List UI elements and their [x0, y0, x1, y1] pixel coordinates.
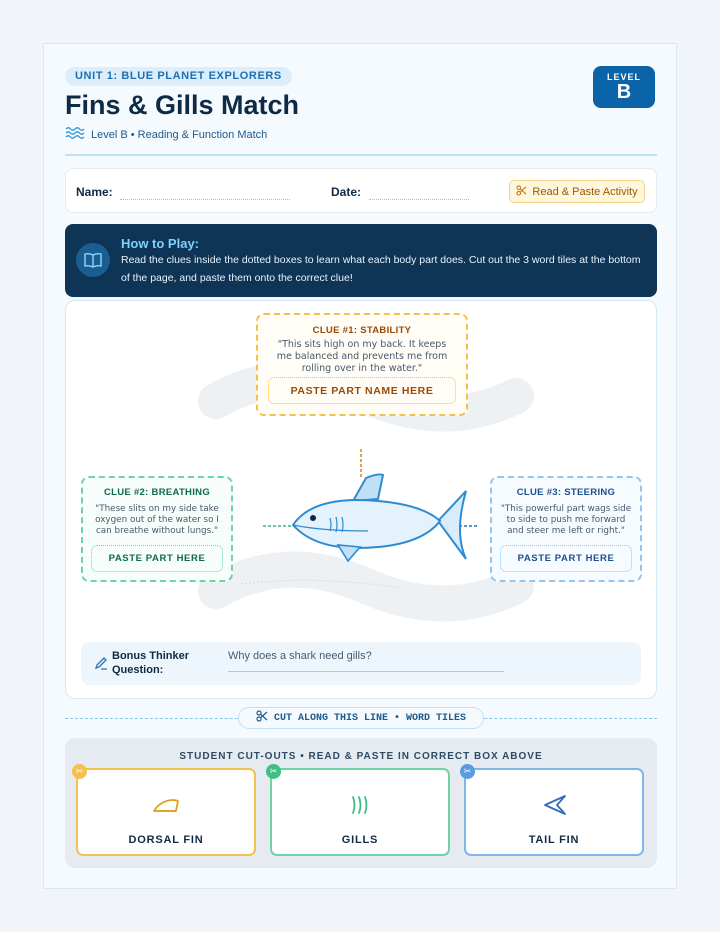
tile-tail-fin[interactable]	[464, 768, 644, 856]
tile-gills-label: GILLS	[341, 834, 379, 846]
dorsal-fin-icon	[78, 792, 254, 818]
activity-badge	[509, 180, 645, 203]
tile-gills[interactable]	[270, 768, 450, 856]
clue-3-paste-zone[interactable]: PASTE PART HERE	[500, 545, 632, 572]
level-badge	[593, 66, 655, 108]
bonus-answer-line[interactable]	[228, 671, 504, 672]
name-date-bar	[65, 168, 657, 213]
gills-icon	[272, 792, 448, 818]
clue-2-box	[81, 476, 233, 582]
subtitle	[65, 126, 267, 143]
cut-line-label	[238, 707, 484, 729]
scissors-icon: ✂	[266, 764, 281, 779]
shark-illustration	[288, 473, 478, 573]
clue-2-paste-zone[interactable]: PASTE PART HERE	[91, 545, 223, 572]
pencil-icon	[94, 656, 108, 675]
header-divider	[65, 154, 657, 156]
how-to-title: How to Play:	[121, 236, 200, 251]
worksheet	[43, 43, 677, 889]
clue-1-paste-zone[interactable]: PASTE PART NAME HERE	[268, 377, 456, 404]
tile-tail-fin-label: TAIL FIN	[528, 834, 580, 846]
shark-diagram-panel	[65, 300, 657, 699]
level-value: B	[616, 81, 632, 103]
how-to-play-panel	[65, 224, 657, 297]
clue-3-heading: CLUE #3: STEERING	[516, 487, 616, 498]
tile-dorsal-fin-label: DORSAL FIN	[128, 834, 204, 846]
date-field[interactable]	[369, 199, 469, 200]
scissors-icon: ✂	[460, 764, 475, 779]
bonus-label: Bonus Thinker Question:	[112, 650, 190, 676]
clue-2-heading: CLUE #2: BREATHING	[103, 487, 211, 498]
clue-3-text: "This powerful part wags side to side to push me forward and steer me left or right."	[500, 504, 632, 536]
book-icon	[76, 243, 110, 277]
waves-icon	[65, 126, 85, 143]
clue-1-text: "This sits high on my back. It keeps me balanced and prevents me from rolling over in the water."	[276, 339, 448, 374]
name-label: Name:	[76, 185, 113, 199]
bonus-question	[81, 642, 641, 685]
unit-badge: UNIT 1: BLUE PLANET EXPLORERS	[65, 67, 292, 86]
activity-badge-label: Read & Paste Activity	[532, 185, 638, 198]
tray-title: STUDENT CUT-OUTS • READ & PASTE IN CORRECT BOX ABOVE	[179, 751, 543, 762]
clue-1-box	[256, 313, 468, 416]
scissors-icon	[516, 185, 527, 199]
page-title: Fins & Gills Match	[65, 90, 300, 120]
name-field[interactable]	[120, 199, 290, 200]
cut-line-text: CUT ALONG THIS LINE • WORD TILES	[273, 712, 467, 724]
clue-1-heading: CLUE #1: STABILITY	[312, 325, 412, 336]
clue-3-box	[490, 476, 642, 582]
bonus-question-text: Why does a shark need gills?	[228, 650, 372, 662]
date-label: Date:	[331, 185, 362, 199]
scissors-icon	[256, 710, 268, 726]
scissors-icon: ✂	[72, 764, 87, 779]
tile-dorsal-fin[interactable]	[76, 768, 256, 856]
subtitle-text: Level B • Reading & Function Match	[91, 128, 268, 141]
how-to-text: Read the clues inside the dotted boxes to learn what each body part does. Cut out the 3 word tiles at the bottom of the page, and paste them onto the correct clue!	[121, 254, 641, 284]
tail-fin-icon	[466, 792, 642, 818]
level-label: LEVEL	[606, 72, 641, 82]
cutout-tray	[65, 738, 657, 868]
clue-2-text: "These slits on my side take oxygen out of the water so I can breathe without lungs."	[95, 504, 219, 536]
